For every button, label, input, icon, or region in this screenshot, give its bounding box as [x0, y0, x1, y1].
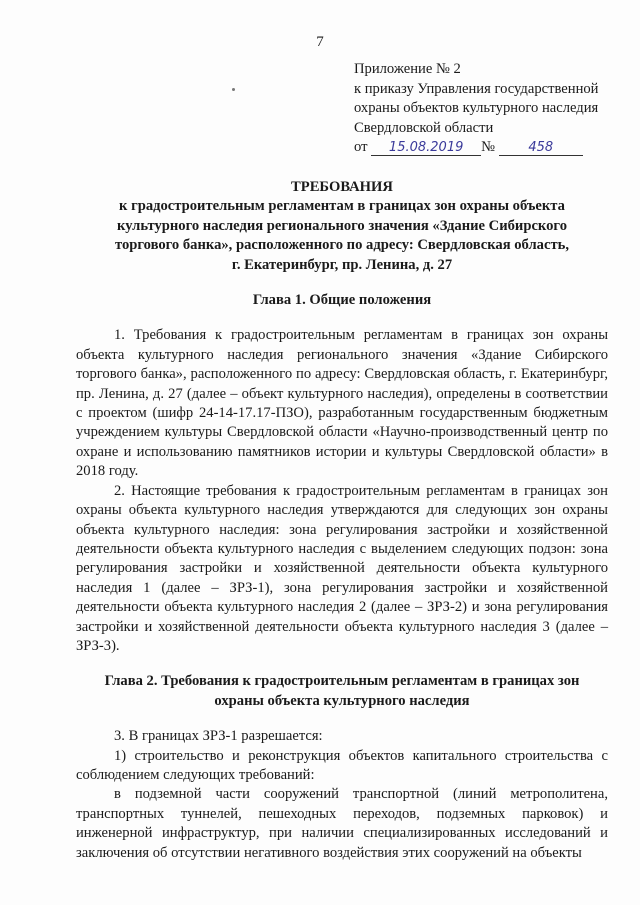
title-heading: ТРЕБОВАНИЯ [291, 179, 393, 195]
title-line-4: г. Екатеринбург, пр. Ленина, д. 27 [231, 256, 453, 273]
appendix-line-2: к приказу Управления государственной [354, 80, 599, 97]
page-number: 7 [316, 34, 324, 50]
chapter-1-heading: Глава 1. Общие положения [252, 292, 432, 309]
appendix-date-line [354, 138, 634, 158]
paragraph-2: 2. Настоящие требования к градостроительным регламентам в границах зон охраны объекта культурного наследия утверждаются для следующих зон охраны объекта культурного наследия: зона регулирования застройки и хозяйственной деятельности объекта культурного наследия с выделением следующих подзон: зона регулирования застройки и хозяйственной деятельности объекта культурного наследия 1 (далее – ЗРЗ-1), зона регулирования застройки и хозяйственной деятельности объекта культурного наследия 2 (далее – ЗРЗ-2) и зона регулирования застройки и хозяйственной деятельности объекта культурного наследия 3 (далее – ЗРЗ-3). [76, 482, 608, 654]
paragraph-5: в подземной части сооружений транспортной (линий метрополитена, транспортных туннелей, пешеходных переходов, подземных парковок) и инженерной инфраструктур, при наличии специализированных исследований и заключения об отсутствии негативного воздействия этих сооружений на объекты [76, 786, 608, 861]
appendix-line-4: Свердловской области [354, 119, 494, 136]
appendix-line-1: Приложение № 2 [354, 61, 461, 77]
paragraph-4: 1) строительство и реконструкция объектов капитального строительства с соблюдением следующих требований: [76, 747, 608, 783]
order-date: 15.08.2019 [371, 141, 481, 156]
paragraph-1: 1. Требования к градостроительным регламентам в границах зон охраны объекта культурного наследия регионального значения «Здание Сибирского торгового банка», расположенного по адресу: Свердловская область, г. Екатеринбург, пр. Ленина, д. 27 (далее – объект культурного наследия), определены в соответствии с проектом (шифр 24-14-17.17-ПЗО), разработанным государственным бюджетным учреждением культуры Свердловской области «Научно-производственный центр по охране и использованию памятников истории и культуры Свердловской области» в 2018 году. [76, 327, 608, 480]
scan-speck [232, 88, 235, 91]
title-line-1: к градостроительным регламентам в границах зон охраны объекта [119, 198, 565, 215]
appendix-header [354, 60, 634, 158]
order-number: 458 [499, 141, 583, 156]
document-title [76, 178, 608, 275]
paragraph-3: 3. В границах ЗРЗ-1 разрешается: [114, 728, 323, 745]
title-line-2: культурного наследия регионального значения «Здание Сибирского [117, 217, 567, 234]
chapter-2-heading-line-1: Глава 2. Требования к градостроительным регламентам в границах зон [104, 673, 580, 690]
from-label: от [354, 139, 368, 155]
title-line-3: торгового банка», расположенного по адресу: Свердловская область, [115, 237, 569, 254]
chapter-2-heading [76, 672, 608, 711]
chapter-2-heading-line-2: охраны объекта культурного наследия [214, 692, 470, 709]
number-label: № [481, 139, 496, 155]
appendix-line-3: охраны объектов культурного наследия [354, 100, 599, 116]
document-body [76, 178, 608, 863]
